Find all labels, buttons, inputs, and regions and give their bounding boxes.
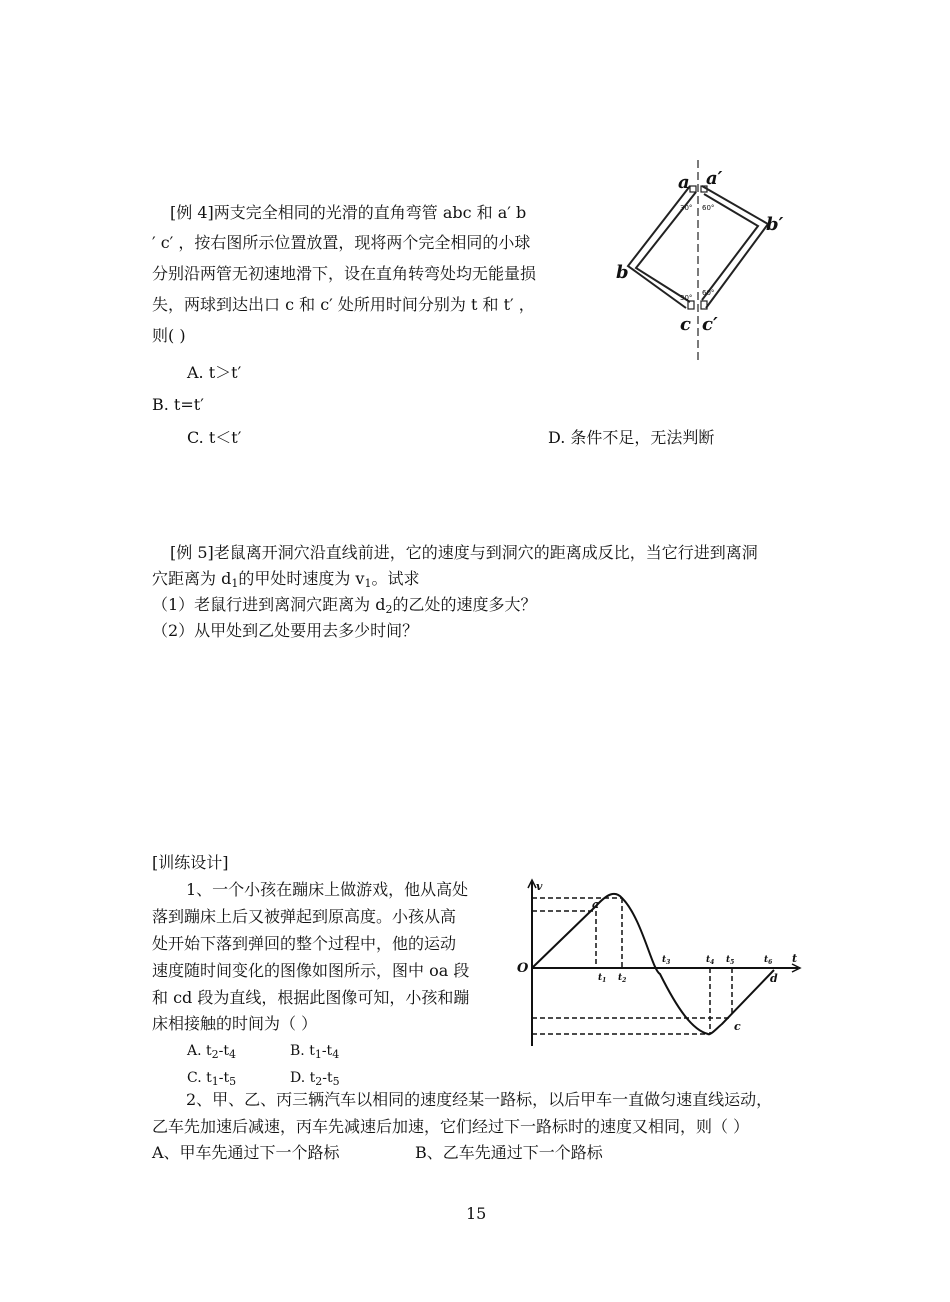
tick-t3: $t_3$: [662, 955, 671, 966]
ex5-question-2: （2）从甲处到乙处要用去多少时间？: [152, 621, 419, 640]
point-a-label: a: [592, 898, 600, 911]
tick-t2: $t_2$: [618, 973, 627, 984]
ex4-line4: 失，两球到达出口 c 和 c′ 处所用时间分别为 t 和 t′ ，: [152, 295, 535, 314]
velocity-curve: [532, 894, 774, 1034]
tick-t1: $t_1$: [598, 973, 607, 984]
ex4-option-c: C. t＜t′: [187, 428, 242, 447]
velocity-time-graph: [512, 878, 804, 1050]
angle-top-left: 30°: [680, 204, 693, 212]
training-p1-line2: 落到蹦床上后又被弹起到原高度。小孩从高: [152, 907, 457, 926]
label-b-prime: b′: [766, 214, 784, 235]
ex4-line1: [例 4]两支完全相同的光滑的直角弯管 abc 和 a′ b: [170, 203, 527, 222]
angle-top-right: 60°: [702, 204, 715, 212]
training-p2-line1: 2、甲、乙、丙三辆汽车以相同的速度经某一路标，以后甲车一直做匀速直线运动，: [186, 1090, 773, 1109]
training-p1-line4: 速度随时间变化的图像如图所示，图中 oa 段: [152, 961, 470, 980]
label-b: b: [616, 262, 629, 283]
v-axis-label: v: [536, 880, 543, 893]
origin-label: O: [517, 961, 529, 976]
label-a-prime: a′: [706, 168, 723, 189]
ex5-line2: 穴距离为 $d_1$的甲处时速度为 $v_1$。试求: [152, 569, 420, 590]
training-p1-line1: 1、一个小孩在蹦床上做游戏，他从高处: [186, 880, 469, 899]
bent-tubes-figure: [610, 160, 800, 365]
t-axis-label: t: [792, 952, 798, 965]
label-c-prime: c′: [702, 314, 718, 335]
point-c-label: c: [734, 1020, 741, 1033]
tick-t5: $t_5$: [726, 955, 735, 966]
training-p1-line5: 和 cd 段为直线，根据此图像可知，小孩和蹦: [152, 988, 470, 1007]
label-c: c: [680, 314, 691, 335]
ex4-option-a: A. t＞t′: [187, 363, 242, 382]
tick-t4: $t_4$: [706, 955, 715, 966]
label-a: a: [678, 172, 690, 193]
ex4-line2: ′ c′ ，按右图所示位置放置，现将两个完全相同的小球: [152, 233, 531, 252]
angle-bottom-right: 60°: [702, 289, 715, 297]
training-p2-line2: 乙车先加速后减速，丙车先减速后加速，它们经过下一路标时的速度又相同，则（ ）: [152, 1117, 750, 1136]
training-p2-option-a: A、甲车先通过下一个路标: [152, 1143, 340, 1162]
point-d-label: d: [770, 972, 778, 985]
ex5-question-1: （1）老鼠行进到离洞穴距离为 $d_2$的乙处的速度多大？: [152, 595, 537, 616]
training-option-a: A. $t_2-t_4$: [187, 1043, 236, 1061]
training-p1-line3: 处开始下落到弹回的整个过程中，他的运动: [152, 934, 457, 953]
ex5-line1: [例 5]老鼠离开洞穴沿直线前进，它的速度与到洞穴的距离成反比，当它行进到离洞: [170, 543, 758, 562]
ex4-line3: 分别沿两管无初速地滑下，设在直角转弯处均无能量损: [152, 264, 537, 283]
ex4-line5: 则( ): [152, 326, 186, 345]
tick-t6: $t_6$: [764, 955, 773, 966]
training-option-b: B. $t_1-t_4$: [290, 1043, 340, 1061]
training-option-d: D. $t_2-t_5$: [290, 1070, 340, 1088]
training-option-c: C. $t_1-t_5$: [187, 1070, 237, 1088]
training-p2-option-b: B、乙车先通过下一个路标: [415, 1143, 603, 1162]
training-p1-line6: 床相接触的时间为（ ）: [152, 1014, 318, 1033]
training-heading: [训练设计]: [152, 853, 229, 872]
angle-bottom-left: 30°: [680, 294, 693, 302]
ex4-option-b: B. t=t′: [152, 395, 204, 414]
page-number: 15: [466, 1204, 487, 1223]
ex4-option-d: D. 条件不足，无法判断: [548, 428, 715, 447]
